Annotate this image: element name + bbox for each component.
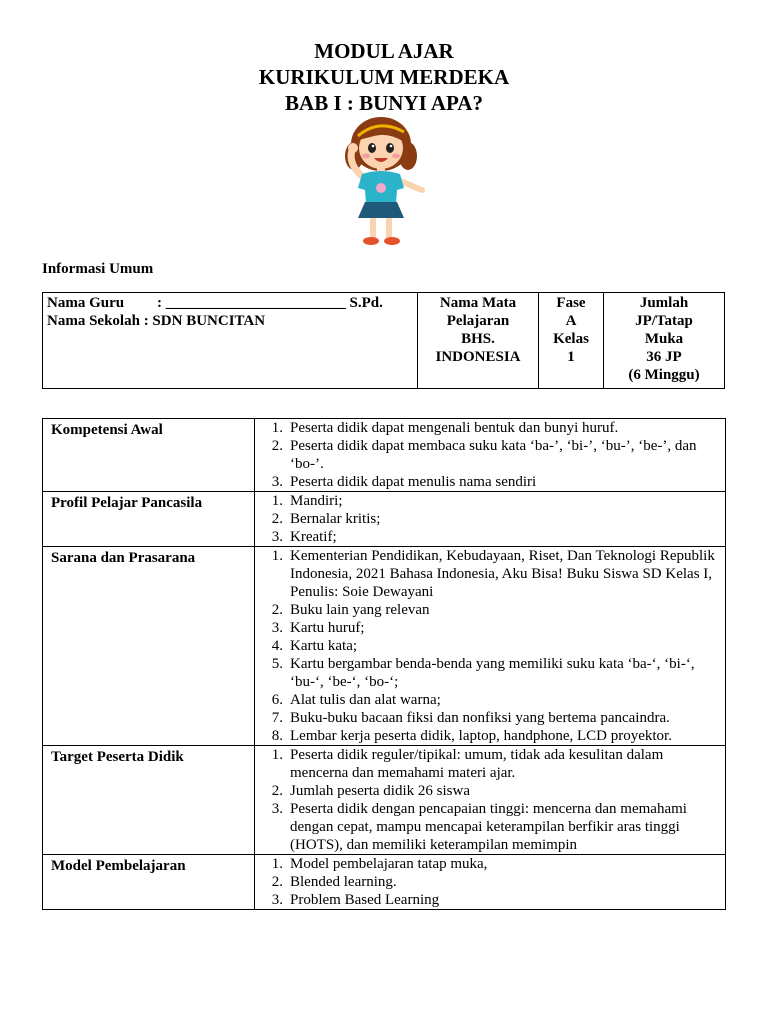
list-item-number: 2.	[271, 874, 283, 890]
list-item-text: Model pembelajaran tatap muka,	[290, 856, 488, 872]
school-name-label: Nama Sekolah	[47, 313, 140, 329]
list-item-number: 1.	[271, 493, 283, 509]
hours-line: Muka	[644, 331, 684, 347]
row-content	[255, 547, 726, 746]
teacher-name-label: Nama Guru	[47, 295, 125, 311]
section-label-informasi-umum: Informasi Umum	[42, 261, 154, 277]
list-item-number: 3.	[271, 529, 283, 545]
subject-line: Nama Mata	[439, 295, 517, 311]
teacher-name-separator: :	[157, 295, 162, 311]
list-item-number: 4.	[271, 638, 283, 654]
list-item	[263, 709, 719, 727]
list-item-text: Peserta didik dengan pencapaian tinggi: mencerna dan memahami dengan cepat, mampu mencapai keterampilan berfikir aras tinggi (HOTS), dan memiliki keterampilan memimpin	[290, 801, 687, 853]
list-item-number: 2.	[271, 438, 283, 454]
list-item-number: 7.	[271, 710, 283, 726]
table-row	[43, 492, 726, 547]
list-item	[263, 691, 719, 709]
list-item	[263, 637, 719, 655]
hours-cell	[604, 293, 725, 389]
row-content	[255, 492, 726, 547]
list-item-text: Kartu huruf;	[290, 620, 365, 636]
phase-cell	[539, 293, 604, 389]
module-details-table	[42, 418, 726, 910]
list-item-text: Alat tulis dan alat warna;	[290, 692, 441, 708]
numbered-list	[263, 746, 719, 854]
list-item-text: Jumlah peserta didik 26 siswa	[290, 783, 470, 799]
phase-line: 1	[567, 349, 575, 365]
hours-line: 36 JP	[646, 349, 682, 365]
school-name-value: : SDN BUNCITAN	[143, 313, 266, 329]
list-item	[263, 528, 719, 546]
list-item	[263, 437, 719, 473]
list-item	[263, 510, 719, 528]
row-label: Target Peserta Didik	[43, 746, 255, 855]
list-item-number: 3.	[271, 474, 283, 490]
list-item-number: 2.	[271, 511, 283, 527]
teacher-name-value: ________________________ S.Pd.	[165, 295, 383, 311]
list-item-text: Mandiri;	[290, 493, 343, 509]
hours-line: JP/Tatap	[635, 313, 693, 329]
numbered-list	[263, 492, 719, 546]
list-item	[263, 601, 719, 619]
list-item	[263, 800, 719, 854]
list-item-text: Buku lain yang relevan	[290, 602, 430, 618]
list-item-text: Kartu kata;	[290, 638, 358, 654]
list-item-text: Peserta didik dapat membaca suku kata ‘ba-’, ‘bi-’, ‘bu-’, ‘be-’, dan ‘bo-’.	[290, 438, 697, 472]
numbered-list	[263, 419, 719, 491]
title-line-2: KURIKULUM MERDEKA	[258, 65, 510, 89]
subject-cell	[418, 293, 539, 389]
row-content	[255, 746, 726, 855]
phase-line: A	[565, 313, 577, 329]
list-item-number: 5.	[271, 656, 283, 672]
list-item-text: Kementerian Pendidikan, Kebudayaan, Riset, Dan Teknologi Republik Indonesia, 2021 Bahasa Indonesia, Aku Bisa! Buku Siswa SD Kelas I, Penulis: Soie Dewayani	[290, 548, 715, 600]
list-item-text: Problem Based Learning	[290, 892, 440, 908]
list-item-number: 1.	[271, 856, 283, 872]
list-item-number: 6.	[271, 692, 283, 708]
table-row	[43, 547, 726, 746]
hours-line: Jumlah	[639, 295, 689, 311]
list-item	[263, 727, 719, 745]
table-row	[43, 419, 726, 492]
list-item	[263, 855, 719, 873]
list-item-text: Bernalar kritis;	[290, 511, 381, 527]
list-item-text: Peserta didik dapat menulis nama sendiri	[290, 474, 537, 490]
school-name-row	[47, 312, 413, 330]
teacher-name-row	[47, 294, 413, 312]
list-item-number: 2.	[271, 783, 283, 799]
info-table	[42, 292, 725, 389]
teacher-school-cell	[43, 293, 418, 389]
list-item-text: Buku-buku bacaan fiksi dan nonfiksi yang bertema pancaindra.	[290, 710, 670, 726]
row-content	[255, 419, 726, 492]
hours-line: (6 Minggu)	[628, 367, 700, 383]
title-line-3: BAB I : BUNYI APA?	[285, 91, 483, 115]
list-item-number: 8.	[271, 728, 283, 744]
list-item-text: Kartu bergambar benda-benda yang memiliki suku kata ‘ba-‘, ‘bi-‘, ‘bu-‘, ‘be-‘, ‘bo-‘;	[290, 656, 695, 690]
document-title	[0, 38, 768, 116]
list-item-number: 1.	[271, 747, 283, 763]
list-item-text: Peserta didik reguler/tipikal: umum, tidak ada kesulitan dalam mencerna dan memahami materi ajar.	[290, 747, 664, 781]
list-item	[263, 492, 719, 510]
row-content	[255, 855, 726, 910]
list-item-number: 3.	[271, 801, 283, 817]
list-item-text: Blended learning.	[290, 874, 397, 890]
list-item	[263, 473, 719, 491]
subject-line: BHS.	[461, 331, 495, 347]
list-item	[263, 891, 719, 909]
list-item-number: 3.	[271, 892, 283, 908]
list-item	[263, 619, 719, 637]
subject-line: INDONESIA	[435, 349, 521, 365]
girl-illustration	[334, 114, 434, 250]
list-item	[263, 547, 719, 601]
numbered-list	[263, 547, 719, 745]
list-item-number: 1.	[271, 548, 283, 564]
table-row	[43, 855, 726, 910]
subject-line: Pelajaran	[446, 313, 510, 329]
row-label: Profil Pelajar Pancasila	[43, 492, 255, 547]
list-item-number: 3.	[271, 620, 283, 636]
title-line-1: MODUL AJAR	[314, 39, 454, 63]
list-item	[263, 655, 719, 691]
list-item	[263, 746, 719, 782]
row-label: Sarana dan Prasarana	[43, 547, 255, 746]
phase-line: Kelas	[553, 331, 589, 347]
list-item-number: 2.	[271, 602, 283, 618]
list-item-text: Peserta didik dapat mengenali bentuk dan bunyi huruf.	[290, 420, 619, 436]
list-item-text: Kreatif;	[290, 529, 337, 545]
list-item	[263, 873, 719, 891]
row-label: Model Pembelajaran	[43, 855, 255, 910]
list-item	[263, 419, 719, 437]
row-label: Kompetensi Awal	[43, 419, 255, 492]
list-item-number: 1.	[271, 420, 283, 436]
table-row	[43, 746, 726, 855]
numbered-list	[263, 855, 719, 909]
list-item-text: Lembar kerja peserta didik, laptop, handphone, LCD proyektor.	[290, 728, 672, 744]
phase-line: Fase	[556, 295, 586, 311]
list-item	[263, 782, 719, 800]
